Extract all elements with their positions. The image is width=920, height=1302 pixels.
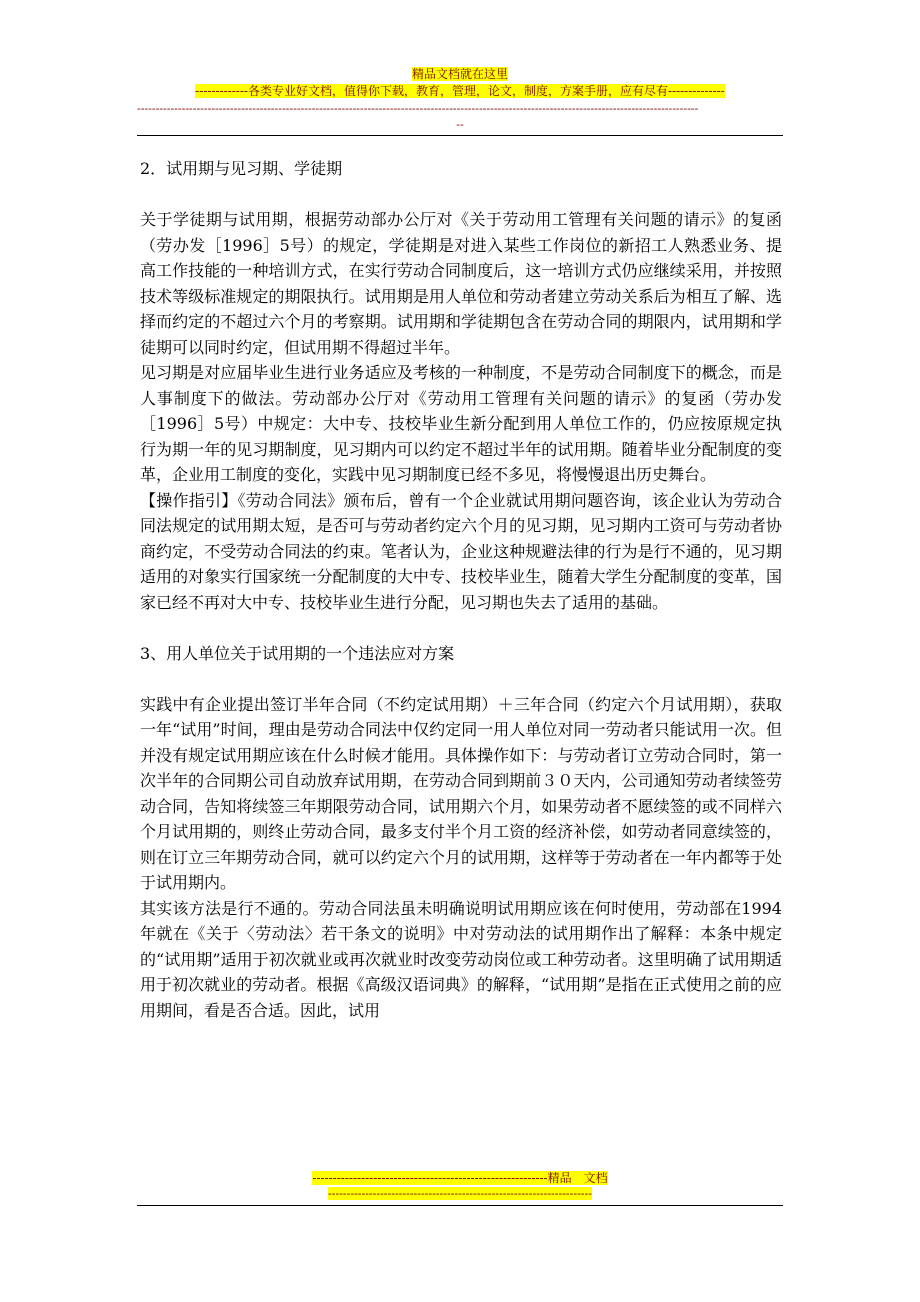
paragraph-practice: 实践中有企业提出签订半年合同（不约定试用期）＋三年合同（约定六个月试用期），获取一年“试用”时间，理由是劳动合同法中仅约定同一用人单位对同一劳动者只能试用一次。但并没有规定试用期应该在什么时候才能用。具体操作如下：与劳动者订立劳动合同时，第一次半年的合同期公司自动放弃试用期，在劳动合同到期前３０天内，公司通知劳动者续签劳动合同，告知将续签三年期限劳动合同，试用期六个月，如果劳动者不愿续签的或不同样六个月试用期的，则终止劳动合同，最多支付半个月工资的经济补偿，如劳动者同意续签的，则在订立三年期劳动合同，就可以约定六个月的试用期，这样等于劳动者在一年内都等于处于试用期内。 (140, 694, 782, 892)
footer-dash-line: ----------------------------------------------------------------------- (328, 1187, 592, 1200)
header-title-line (0, 66, 920, 82)
paragraph-rebuttal: 其实该方法是行不通的。劳动合同法虽未明确说明试用期应该在何时使用，劳动部在1994年就在《关于〈劳动法〉若干条文的说明》中对劳动法的试用期作出了解释：本条中规定的“试用期”适用于初次就业或再次就业时改变劳动岗位或工种劳动者。这里明确了试用期适用于初次就业的劳动者。根据《高级汉语词典》的解释，“试用期”是指在正式使用之前的应用期间，看是否合适。因此，试用 (140, 898, 782, 1020)
document-body (140, 156, 782, 1023)
paragraph-operation-guide: 【操作指引】《劳动合同法》颁布后，曾有一个企业就试用期问题咨询，该企业认为劳动合同法规定的试用期太短，是否可与劳动者约定六个月的见习期，见习期内工资可与劳动者协商约定，不受劳动合同法的约束。笔者认为，企业这种规避法律的行为是行不通的，见习期适用的对象实行国家统一分配制度的大中专、技校毕业生，随着大学生分配制度的变革，国家已经不再对大中专、技校毕业生进行分配，见习期也失去了适用的基础。 (140, 490, 782, 612)
footer-dash-line-wrap (0, 1187, 920, 1201)
header-title: 精品文档就在这里 (411, 67, 508, 81)
header-dash-line: ------------------------------------------------------------------------------------------------------------------------------------------------------- (137, 102, 699, 115)
footer-label-line (0, 1170, 920, 1186)
header-subtitle-line (0, 83, 920, 99)
footer-divider (137, 1205, 783, 1206)
header-dash-tail: -- (456, 118, 464, 131)
section-heading-2: 2．试用期与见习期、学徒期 (140, 159, 343, 178)
section-heading-3: 3、用人单位关于试用期的一个违法应对方案 (140, 643, 455, 663)
paragraph-apprenticeship: 关于学徒期与试用期，根据劳动部办公厅对《关于劳动用工管理有关问题的请示》的复函（劳办发［1996］5号）的规定，学徒期是对进入某些工作岗位的新招工人熟悉业务、提高工作技能的一种培训方式，在实行劳动合同制度后，这一培训方式仍应继续采用，并按照技术等级标准规定的期限执行。试用期是用人单位和劳动者建立劳动关系后为相互了解、选择而约定的不超过六个月的考察期。试用期和学徒期包含在劳动合同的期限内，试用期和学徒期可以同时约定，但试用期不得超过半年。 (140, 210, 782, 357)
paragraph-internship: 见习期是对应届毕业生进行业务适应及考核的一种制度，不是劳动合同制度下的概念，而是人事制度下的做法。劳动部办公厅对《劳动用工管理有关问题的请示》的复函（劳办发［1996］5号）中规定：大中专、技校毕业生新分配到用人单位工作的，仍应按原规定执行为期一年的见习期制度，见习期内可以约定不超过半年的试用期。随着毕业分配制度的变革，企业用工制度的变化，实践中见习期制度已经不多见，将慢慢退出历史舞台。 (140, 363, 782, 484)
header-subtitle: -------------各类专业好文档，值得你下载，教育，管理，论文，制度，方案手册，应有尽有-------------- (195, 84, 725, 98)
header-divider (137, 135, 783, 136)
footer-label: ----------------------------------------------------------精品 文档 (312, 1171, 608, 1185)
